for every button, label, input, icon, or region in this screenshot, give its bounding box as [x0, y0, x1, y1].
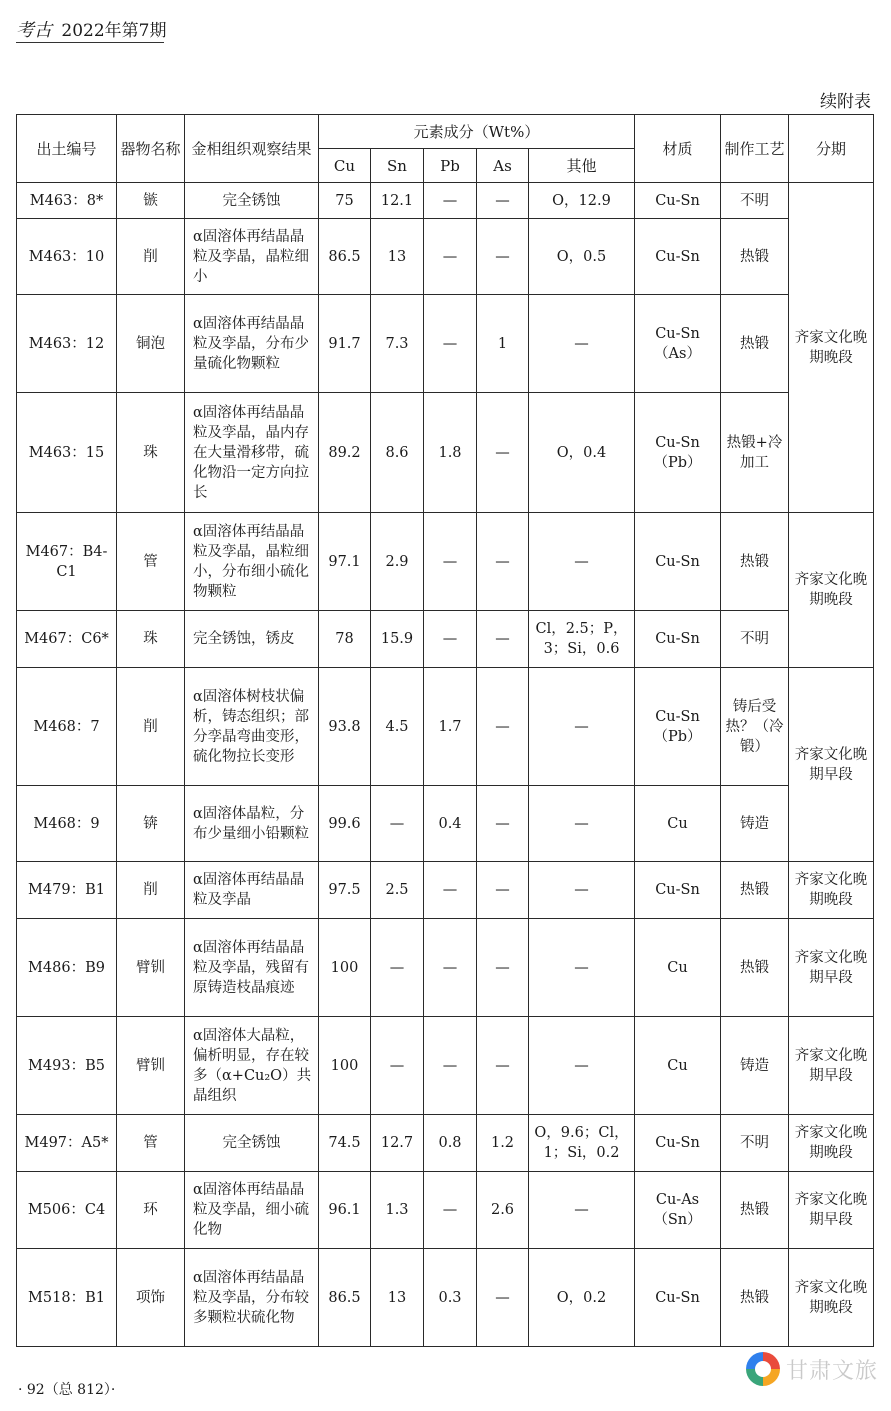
cell-as: 1 [477, 295, 529, 393]
cell-as: — [477, 1017, 529, 1115]
cell-process: 铸造 [721, 786, 789, 862]
journal-issue: 2022年第7期 [61, 21, 167, 41]
cell-process: 热锻 [721, 219, 789, 295]
cell-cu: 86.5 [319, 1249, 371, 1347]
cell-material: Cu-Sn（Pb） [635, 668, 721, 786]
cell-cu: 100 [319, 1017, 371, 1115]
cell-sn: 13 [371, 1249, 424, 1347]
cell-material: Cu [635, 919, 721, 1017]
cell-cu: 89.2 [319, 393, 371, 513]
cell-pb: 0.4 [424, 786, 477, 862]
cell-material: Cu-Sn [635, 219, 721, 295]
cell-period: 齐家文化晚期晚段 [789, 513, 874, 668]
cell-observation: α固溶体再结晶晶粒及孪晶，细小硫化物 [185, 1172, 319, 1249]
cell-sn: 15.9 [371, 611, 424, 668]
cell-cu: 91.7 [319, 295, 371, 393]
cell-cu: 97.1 [319, 513, 371, 611]
header-as: As [477, 149, 529, 183]
cell-process: 不明 [721, 1115, 789, 1172]
results-table [16, 114, 874, 1347]
cell-observation: α固溶体树枝状偏析，铸态组织；部分孪晶弯曲变形，硫化物拉长变形 [185, 668, 319, 786]
cell-pb: — [424, 219, 477, 295]
cell-other: — [529, 919, 635, 1017]
cell-id: M486：B9 [17, 919, 117, 1017]
header-elements: 元素成分（Wt%） [319, 115, 635, 149]
cell-sn: 2.5 [371, 862, 424, 919]
cell-as: — [477, 393, 529, 513]
cell-name: 臂钏 [117, 1017, 185, 1115]
cell-name: 削 [117, 219, 185, 295]
header-name: 器物名称 [117, 115, 185, 183]
cell-period: 齐家文化晚期晚段 [789, 1115, 874, 1172]
cell-observation: α固溶体大晶粒，偏析明显，存在较多（α+Cu₂O）共晶组织 [185, 1017, 319, 1115]
cell-sn: 4.5 [371, 668, 424, 786]
table-row [17, 1115, 874, 1172]
cell-name: 管 [117, 513, 185, 611]
cell-cu: 75 [319, 183, 371, 219]
cell-observation: α固溶体再结晶晶粒及孪晶，分布少量硫化物颗粒 [185, 295, 319, 393]
cell-sn: 12.7 [371, 1115, 424, 1172]
cell-period: 齐家文化晚期早段 [789, 1017, 874, 1115]
cell-other: — [529, 668, 635, 786]
cell-name: 铜泡 [117, 295, 185, 393]
cell-process: 热锻 [721, 1172, 789, 1249]
cell-as: 2.6 [477, 1172, 529, 1249]
cell-material: Cu-Sn（Pb） [635, 393, 721, 513]
header-rule [16, 42, 164, 43]
cell-as: — [477, 919, 529, 1017]
header-period: 分期 [789, 115, 874, 183]
cell-name: 锛 [117, 786, 185, 862]
cell-process: 热锻 [721, 513, 789, 611]
cell-as: — [477, 862, 529, 919]
running-header [16, 16, 167, 42]
cell-cu: 96.1 [319, 1172, 371, 1249]
cell-other: Cl，2.5；P，3；Si，0.6 [529, 611, 635, 668]
header-id: 出土编号 [17, 115, 117, 183]
cell-other: O，0.5 [529, 219, 635, 295]
header-process: 制作工艺 [721, 115, 789, 183]
cell-other: O，12.9 [529, 183, 635, 219]
cell-name: 镞 [117, 183, 185, 219]
cell-name: 项饰 [117, 1249, 185, 1347]
cell-material: Cu-Sn [635, 611, 721, 668]
cell-observation: 完全锈蚀 [185, 183, 319, 219]
cell-name: 臂钏 [117, 919, 185, 1017]
header-sn: Sn [371, 149, 424, 183]
cell-id: M463：10 [17, 219, 117, 295]
header-observation: 金相组织观察结果 [185, 115, 319, 183]
cell-process: 铸后受热？（冷锻） [721, 668, 789, 786]
watermark-logo [746, 1352, 878, 1386]
cell-sn: — [371, 1017, 424, 1115]
cell-sn: — [371, 786, 424, 862]
table-row [17, 1249, 874, 1347]
cell-period: 齐家文化晚期早段 [789, 919, 874, 1017]
cell-name: 珠 [117, 611, 185, 668]
table-row [17, 668, 874, 786]
cell-cu: 100 [319, 919, 371, 1017]
cell-material: Cu-Sn [635, 1115, 721, 1172]
cell-period: 齐家文化晚期早段 [789, 668, 874, 862]
table-row [17, 513, 874, 611]
cell-name: 削 [117, 668, 185, 786]
cell-material: Cu-Sn [635, 513, 721, 611]
cell-pb: 1.8 [424, 393, 477, 513]
table-row [17, 219, 874, 295]
cell-material: Cu [635, 1017, 721, 1115]
cell-cu: 97.5 [319, 862, 371, 919]
cell-process: 不明 [721, 183, 789, 219]
cell-period: 齐家文化晚期晚段 [789, 862, 874, 919]
cell-observation: α固溶体再结晶晶粒及孪晶，残留有原铸造枝晶痕迹 [185, 919, 319, 1017]
cell-sn: 1.3 [371, 1172, 424, 1249]
table-row [17, 786, 874, 862]
cell-other: — [529, 1172, 635, 1249]
cell-observation: α固溶体再结晶晶粒及孪晶，晶粒细小，分布细小硫化物颗粒 [185, 513, 319, 611]
cell-other: — [529, 295, 635, 393]
cell-process: 热锻 [721, 862, 789, 919]
cell-cu: 93.8 [319, 668, 371, 786]
header-pb: Pb [424, 149, 477, 183]
cell-material: Cu-Sn [635, 183, 721, 219]
cell-id: M497：A5* [17, 1115, 117, 1172]
cell-pb: 1.7 [424, 668, 477, 786]
cell-id: M467：B4-C1 [17, 513, 117, 611]
cell-observation: α固溶体再结晶晶粒及孪晶，晶内存在大量滑移带，硫化物沿一定方向拉长 [185, 393, 319, 513]
cell-period: 齐家文化晚期早段 [789, 1172, 874, 1249]
cell-id: M518：B1 [17, 1249, 117, 1347]
table-row [17, 1017, 874, 1115]
header-material: 材质 [635, 115, 721, 183]
cell-other: O，9.6；Cl，1；Si，0.2 [529, 1115, 635, 1172]
cell-process: 热锻 [721, 1249, 789, 1347]
cell-pb: — [424, 295, 477, 393]
header-cu: Cu [319, 149, 371, 183]
table-caption: 续附表 [820, 92, 871, 112]
cell-as: — [477, 611, 529, 668]
cell-pb: — [424, 611, 477, 668]
cell-as: — [477, 786, 529, 862]
cell-name: 珠 [117, 393, 185, 513]
cell-material: Cu-As（Sn） [635, 1172, 721, 1249]
cell-sn: — [371, 919, 424, 1017]
cell-sn: 2.9 [371, 513, 424, 611]
cell-material: Cu [635, 786, 721, 862]
cell-period: 齐家文化晚期晚段 [789, 183, 874, 513]
cell-other: — [529, 786, 635, 862]
cell-as: — [477, 1249, 529, 1347]
cell-other: — [529, 862, 635, 919]
cell-cu: 99.6 [319, 786, 371, 862]
cell-other: — [529, 1017, 635, 1115]
cell-pb: 0.8 [424, 1115, 477, 1172]
cell-observation: α固溶体再结晶晶粒及孪晶，分布较多颗粒状硫化物 [185, 1249, 319, 1347]
cell-cu: 74.5 [319, 1115, 371, 1172]
cell-other: — [529, 513, 635, 611]
cell-process: 热锻 [721, 919, 789, 1017]
header-other: 其他 [529, 149, 635, 183]
cell-material: Cu-Sn [635, 862, 721, 919]
cell-id: M468：9 [17, 786, 117, 862]
cell-pb: — [424, 919, 477, 1017]
cell-id: M506：C4 [17, 1172, 117, 1249]
cell-id: M467：C6* [17, 611, 117, 668]
cell-material: Cu-Sn（As） [635, 295, 721, 393]
cell-observation: 完全锈蚀，锈皮 [185, 611, 319, 668]
cell-observation: 完全锈蚀 [185, 1115, 319, 1172]
cell-cu: 86.5 [319, 219, 371, 295]
cell-name: 削 [117, 862, 185, 919]
cell-pb: 0.3 [424, 1249, 477, 1347]
table-row [17, 862, 874, 919]
cell-sn: 7.3 [371, 295, 424, 393]
cell-other: O，0.4 [529, 393, 635, 513]
cell-pb: — [424, 1017, 477, 1115]
table-row [17, 295, 874, 393]
page-number: · 92（总 812）· [18, 1382, 116, 1398]
cell-id: M463：15 [17, 393, 117, 513]
cell-as: — [477, 513, 529, 611]
cell-id: M479：B1 [17, 862, 117, 919]
table-row [17, 183, 874, 219]
cell-observation: α固溶体再结晶晶粒及孪晶，晶粒细小 [185, 219, 319, 295]
cell-observation: α固溶体晶粒，分布少量细小铅颗粒 [185, 786, 319, 862]
cell-cu: 78 [319, 611, 371, 668]
cell-id: M468：7 [17, 668, 117, 786]
cell-pb: — [424, 183, 477, 219]
cell-name: 环 [117, 1172, 185, 1249]
table-row [17, 393, 874, 513]
cell-sn: 12.1 [371, 183, 424, 219]
cell-process: 热锻 [721, 295, 789, 393]
cell-as: — [477, 183, 529, 219]
watermark-icon [746, 1352, 780, 1386]
cell-as: 1.2 [477, 1115, 529, 1172]
cell-pb: — [424, 513, 477, 611]
cell-pb: — [424, 1172, 477, 1249]
cell-id: M463：8* [17, 183, 117, 219]
cell-observation: α固溶体再结晶晶粒及孪晶 [185, 862, 319, 919]
cell-as: — [477, 219, 529, 295]
journal-logo: 考古 [16, 20, 52, 41]
table-row [17, 1172, 874, 1249]
cell-sn: 13 [371, 219, 424, 295]
cell-pb: — [424, 862, 477, 919]
cell-material: Cu-Sn [635, 1249, 721, 1347]
cell-process: 热锻+冷加工 [721, 393, 789, 513]
cell-as: — [477, 668, 529, 786]
cell-name: 管 [117, 1115, 185, 1172]
cell-id: M493：B5 [17, 1017, 117, 1115]
cell-process: 不明 [721, 611, 789, 668]
table-row [17, 919, 874, 1017]
cell-process: 铸造 [721, 1017, 789, 1115]
cell-other: O，0.2 [529, 1249, 635, 1347]
cell-period: 齐家文化晚期晚段 [789, 1249, 874, 1347]
table-row [17, 611, 874, 668]
watermark-text: 甘肃文旅 [786, 1358, 879, 1384]
cell-sn: 8.6 [371, 393, 424, 513]
cell-id: M463：12 [17, 295, 117, 393]
